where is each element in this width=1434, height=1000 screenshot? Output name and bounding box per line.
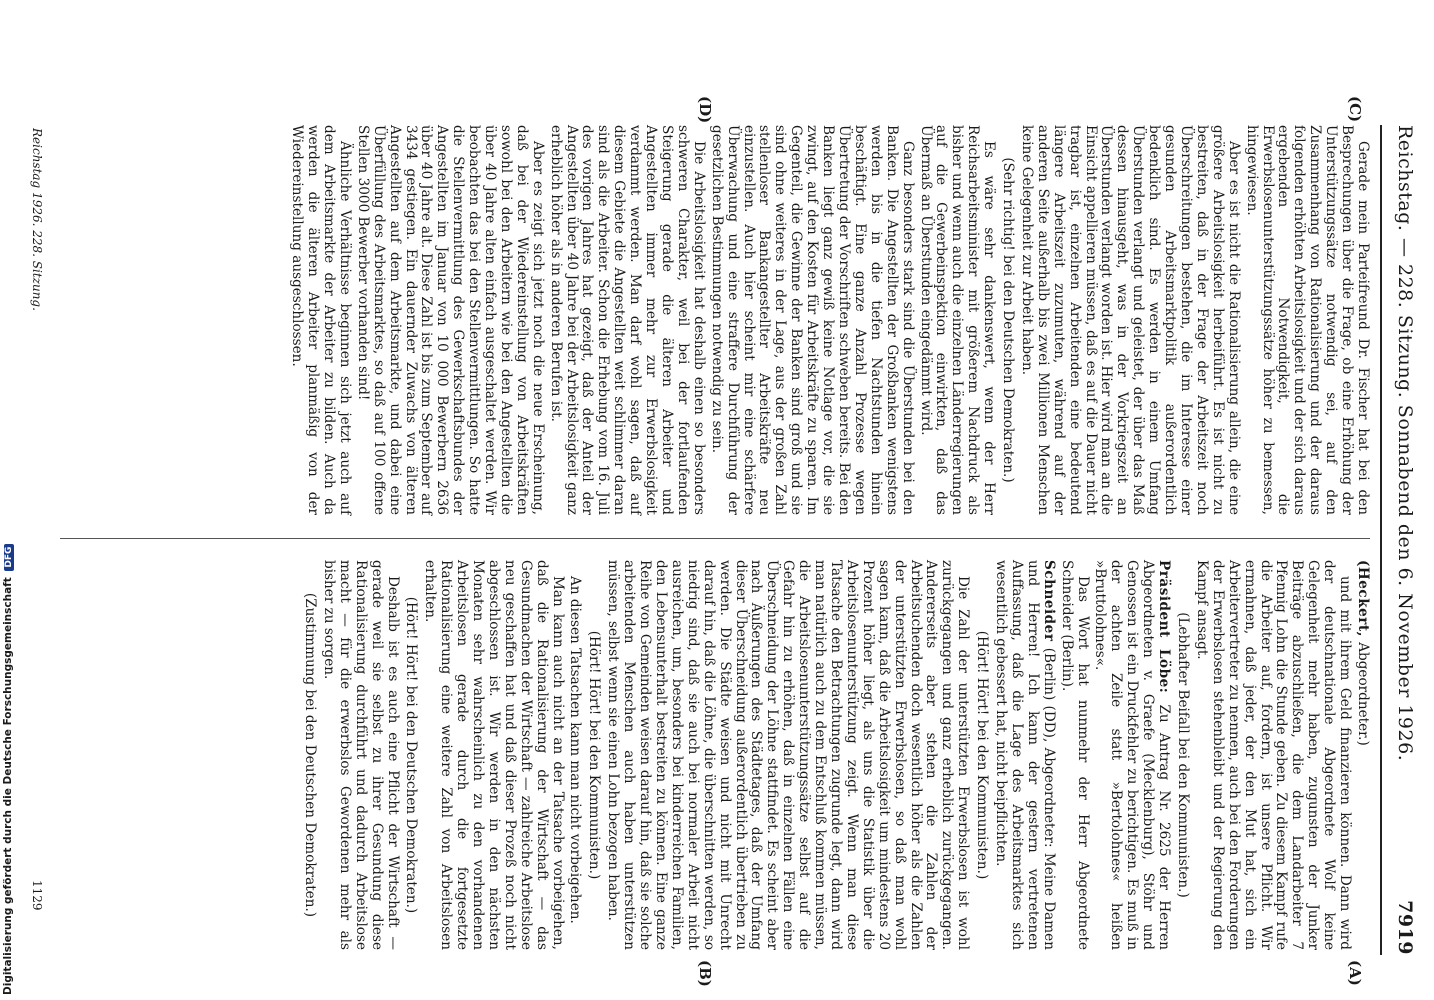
interjection: (Sehr richtig! bei den Deutschen Demokraten.)	[1000, 157, 1017, 483]
speaker-paragraph	[1092, 560, 1172, 950]
margin-letter-c: (C)	[1346, 96, 1364, 123]
speaker-text: Zu Antrag Nr. 2625 der Herren Abgeordneten v. Graefe (Mecklenburg), Stöhr und Genossen ist ein Druckfehler zu berichtigen. Es muß in der achten Zeile statt »Bertolohnes« heißen »Bruttolohnes«.	[1092, 560, 1173, 950]
paragraph: Man kann auch nicht an der Tatsache vorbeigehen, daß die Rationalisierung der Wirtschaft — das Gesundmachen der Wirtschaft — zahlreiche Arbeitslose neu geschaffen hat und daß dieser Prozeß noch nicht abgeschlossen ist. Wir werden in den nächsten Monaten sehr wahrscheinlich zu den vorhandenen Arbeitslosen gerade durch die fortgesetzte Rationalisierung eine weitere Zahl von Arbeitslosen erhalten.	[422, 560, 566, 950]
speaker-name: (Heckert,	[1355, 560, 1371, 643]
paragraph: Es wäre sehr dankenswert, wenn der Herr Reichsarbeitsminister mit größerem Nachdruck als bisher und wenn auch die einzelnen Länderregierungen auf die Gewerbeinspektion einwirkten, daß das Übermaß an Überstunden eingedämmt wird.	[917, 125, 998, 515]
speaker-name: Präsident Löbe:	[1156, 560, 1173, 705]
paragraph: und mit ihrem Geld finanzieren können. Dann wird der deutschnationale Abgeordnete Wolf keine Gelegenheit mehr haben, zugunsten der Junker Beiträge abzuschließen, die dem Landarbeiter 7 Pfennig Lohn die Stunde geben. Zu diesem Kampf rufe die Arbeiter auf, fordern, ist unsere Pflicht. Wir ermahnen, daß jeder, der den Mut hat, sich ein Arbeitervertreter zu nennen, auch bei den Forderungen der Erwerbslosen stehenbleibt und der Regierung den Kampf ansagt.	[1193, 560, 1354, 950]
speaker-paragraph	[1354, 560, 1370, 950]
speaker-paragraph	[992, 560, 1056, 950]
right-column	[286, 125, 1370, 515]
interjection: (Lebhafter Beifall bei den Kommunisten.)	[1175, 612, 1192, 898]
margin-letter-d: (D)	[696, 96, 714, 124]
paragraph: Gerade mein Parteifreund Dr. Fischer hat bei den Besprechungen über die Frage, ob eine Erhöhung der Unterstützungssätze notwendig sei, auf den Zusammenhang von Rationalisierung und der daraus folgenden erhöhten Arbeitslosigkeit und der sich daraus ergebenden Notwendigkeit, die Erwerbslosenunterstützungssätze höher zu bemessen, hingewiesen.	[1243, 125, 1371, 515]
side-credit-text: Digitalisierung gefördert durch die Deutsche Forschungsgemeinschaft	[2, 577, 14, 995]
page-header	[1376, 125, 1416, 955]
paragraph: An diesen Tatsachen kann man nicht vorbeigehen.	[567, 576, 584, 924]
paragraph: Ähnliche Verhältnisse beginnen sich jetzt auch auf dem Arbeitsmarkte der Arbeiter zu bilden. Auch da werden die älteren Arbeiter planmäßig von der Wiedereinstellung ausgeschlossen.	[289, 125, 353, 515]
paragraph: Deshalb ist es auch eine Pflicht der Wirtschaft — gerade weil sie selbst zu ihrer Gesundung diese Rationalisierung durchführt und dadurch Arbeitslose macht — für die erwerbslos Gewordenen mehr als bisher zu sorgen.	[320, 560, 401, 950]
interjection: (Hört! Hört! bei den Deutschen Demokraten.)	[403, 596, 420, 914]
speaker-text: Abgeordneter.)	[1355, 642, 1371, 746]
interjection: (Zustimmung bei den Deutschen Demokraten.)	[302, 592, 318, 918]
speaker-text: (Berlin) (DD), Abgeordneter: Meine Damen und Herren! Ich kann der gestern vertretenen Auffassung, daß die Lage des Arbeitsmarktes sich wesentlich gebessert hat, nicht beipflichten.	[993, 560, 1057, 950]
paragraph: Aber es zeigt sich jetzt noch die neue Erscheinung, daß bei der Wiedereinstellung von Arbeitskräften sowohl bei den Arbeitern wie bei den Angestellten die über 40 Jahre alten einfach ausgeschaltet werden. Wir beobachten das bei den Stellenvermittlungen. So hatte die Stellenvermittlung des Gewerkschaftsbundes der Angestellten im Januar von 10 000 Bewerbern 2636 über 40 Jahre alt. Diese Zahl ist bis zum September auf 3434 gestiegen. Ein dauernder Zuwachs von älteren Angestellten auf dem Arbeitsmarkte, und dabei eine Überfüllung des Arbeitsmarktes, so daß auf 100 offene Stellen 3000 Bewerber vorhanden sind!	[354, 125, 546, 515]
dfg-logo: DFG	[4, 544, 14, 571]
speaker-name: Schneider	[1040, 560, 1057, 648]
interjection: (Hört! Hört! bei den Kommunisten.)	[974, 630, 991, 880]
interjection: (Hört! Hört! bei den Kommunisten.)	[586, 630, 603, 880]
paragraph: Ganz besonders stark sind die Überstunden bei den Banken. Die Angestellten der Großbanken wenigstens werden bis in die tiefen Nachtstunden hinein beschäftigt. Eine ganze Anzahl Prozesse wegen Übertretung der Vorschriften schweben bereits. Bei den Banken liegt ganz gewiß keine Notlage vor, die sie zwingt, auf den Kosten für Arbeitskräfte zu sparen. Im Gegenteil, die Gewinne der Banken sind groß und sie sind ohne weiteres in der Lage, aus der großen Zahl stellenloser Bankangestellter Arbeitskräfte neu einzustellen. Auch hier scheint mir eine schärfere Überwachung und eine straffere Durchführung der gesetzlichen Bestimmungen notwendig zu sein.	[708, 125, 916, 515]
footer-left: Reichstag 1926. 228. Sitzung.	[30, 128, 44, 311]
paragraph: Die Zahl der unterstützten Erwerbslosen ist wohl zurückgegangen und ganz erheblich zurückgegangen. Andererseits aber stehen die Zahlen der Arbeitsuchenden doch wesentlich höher als die Zahlen der unterstützten Erwerbslosen, so daß man wohl sagen kann, daß die Arbeitslosigkeit um mindestens 20 Prozent höher liegt, als uns die Statistik über die Arbeitslosenunterstützung zeigt. Wenn man diese Tatsache den Betrachtungen zugrunde legt, dann wird man natürlich auch zu dem Entschluß kommen müssen, die Arbeitslosenunterstützungssätze selbst auf die Gefahr hin zu erhöhen, daß in einzelnen Fällen eine Überschneidung der Löhne stattfindet. Es scheint aber nach Äußerungen des Städtetages, daß der Umfang dieser Überschneidung außerordentlich übertrieben zu werden. Die Städte weisen und nicht mit Unrecht darauf hin, daß die Löhne, die überschnitten werden, so niedrig sind, daß sie auch bei normaler Arbeit nicht ausreichen, um, besonders bei kinderreichen Familien, den Lebensunterhalt bestreiten zu können. Eine ganze Reihe von Gemeinden weisen darauf hin, daß sie solche arbeitenden Menschen auch haben unterstützen müssen, selbst wenn sie einen Lohn bezogen haben.	[605, 560, 972, 950]
left-column	[298, 560, 1370, 950]
paragraph: Aber es ist nicht die Rationalisierung allein, die eine größere Arbeitslosigkeit herbeiführt. Es ist nicht zu bestreiten, daß in der Frage der Arbeitszeit noch Überschreitungen bestehen, die im Interesse einer gesunden Arbeitsmarktpolitik außerordentlich bedenklich sind. Es werden in einem Umfang Überstunden verlangt und geleistet, der über das Maß dessen hinausgeht, was in der Vorkriegszeit an Überstunden verlangt worden ist. Hier wird man an die Einsicht appellieren müssen, daß es auf die Dauer nicht tragbar ist, einzelnen Arbeitenden eine bedeutend längere Arbeitszeit zuzumuten, während auf der anderen Seite außerhalb bis zwei Millionen Menschen keine Gelegenheit zur Arbeit haben.	[1018, 125, 1242, 515]
paragraph: Das Wort hat nunmehr der Herr Abgeordnete Schneider (Berlin).	[1058, 560, 1091, 950]
page-number: 7919	[1394, 900, 1416, 955]
margin-letter-b: (B)	[696, 960, 714, 987]
paragraph: Die Arbeitslosigkeit hat deshalb einen so besonders schweren Charakter, weil bei der fortlaufenden Steigerung gerade die älteren Arbeiter und Angestellten immer mehr zur Erwerbslosigkeit verdammt werden. Man darf wohl sagen, daß auf diesem Gebiete die Angestellten weit schlimmer daran sind als die Arbeiter. Schon die Erhebung vom 16. Juli des vorigen Jahres hat gezeigt, daß der Anteil der Angestellten über 40 Jahre bei der Arbeitslosigkeit ganz erheblich höher als in anderen Berufen ist.	[547, 125, 707, 515]
header-rule	[1380, 125, 1382, 955]
footer-page-number: 1129	[30, 880, 44, 911]
side-credit	[2, 544, 14, 995]
column-divider	[60, 538, 1370, 539]
margin-letter-a: (A)	[1346, 960, 1364, 986]
header-title: Reichstag. — 228. Sitzung. Sonnabend den 6. November 1926.	[1394, 125, 1416, 762]
